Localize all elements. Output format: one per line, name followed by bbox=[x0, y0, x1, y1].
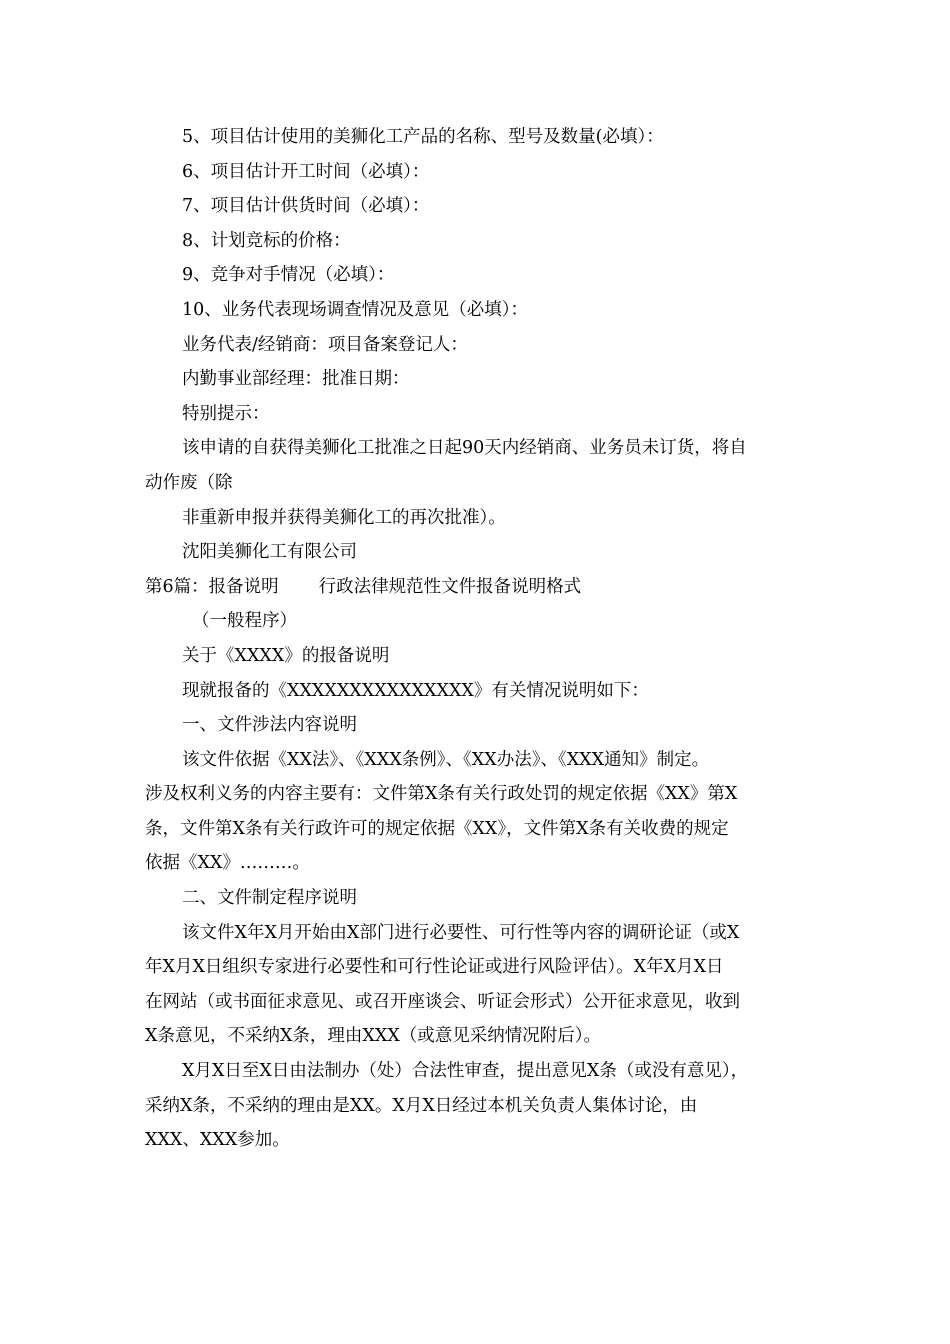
part-1-line-1: 该文件依据《XX法》、《XXX条例》、《XX办法》、《XXX通知》制定。 bbox=[182, 749, 710, 770]
part-2-line-5: X月X日至X日由法制办（处）合法性审查，提出意见X条（或没有意见）， bbox=[182, 1061, 749, 1082]
section-6-heading bbox=[145, 570, 815, 605]
part-2-line-2: 年X月X日组织专家进行必要性和可行性论证或进行风险评估）。X年X月X日 bbox=[145, 957, 724, 978]
part-2-line-4: X条意见，不采纳X条，理由XXX（或意见采纳情况附后）。 bbox=[145, 1026, 602, 1047]
part-2-title: 二、文件制定程序说明 bbox=[182, 888, 357, 909]
part-1-title: 一、文件涉法内容说明 bbox=[182, 715, 357, 736]
company-name: 沈阳美狮化工有限公司 bbox=[182, 542, 357, 563]
manager-line: 内勤事业部经理：批准日期： bbox=[182, 369, 410, 390]
report-title: 关于《XXXX》的报备说明 bbox=[182, 645, 390, 666]
notice-title: 特别提示： bbox=[182, 403, 270, 424]
part-1-line-4: 依据《XX》………。 bbox=[145, 853, 310, 874]
section-6-heading-b: 行政法律规范性文件报备说明格式 bbox=[318, 576, 582, 597]
part-2-line-1: 该文件X年X月开始由X部门进行必要性、可行性等内容的调研论证（或X bbox=[182, 922, 740, 943]
report-intro: 现就报备的《XXXXXXXXXXXXXXX》有关情况说明如下： bbox=[182, 680, 649, 701]
part-2-line-7: XXX、XXX参加。 bbox=[145, 1130, 290, 1151]
item-6: 6、项目估计开工时间（必填）： bbox=[182, 161, 430, 182]
part-2-line-6: 采纳X条，不采纳的理由是XX。X月X日经过本机关负责人集体讨论，由 bbox=[145, 1095, 698, 1116]
item-10: 10、业务代表现场调查情况及意见（必填）： bbox=[182, 299, 529, 320]
item-7: 7、项目估计供货时间（必填）： bbox=[182, 196, 430, 217]
item-9: 9、竞争对手情况（必填）： bbox=[182, 265, 395, 286]
document-body bbox=[145, 120, 815, 1158]
rep-line: 业务代表/经销商：项目备案登记人： bbox=[182, 334, 468, 355]
notice-line-3: 非重新申报并获得美狮化工的再次批准）。 bbox=[182, 507, 506, 528]
item-5: 5、项目估计使用的美狮化工产品的名称、型号及数量(必填）： bbox=[182, 127, 664, 147]
part-1-line-3: 条，文件第X条有关行政许可的规定依据《XX》，文件第X条有关收费的规定 bbox=[145, 818, 729, 839]
part-2-line-3: 在网站（或书面征求意见、或召开座谈会、听证会形式）公开征求意见，收到 bbox=[145, 991, 740, 1012]
notice-line-1: 该申请的自获得美狮化工批准之日起90天内经销商、业务员未订货，将自 bbox=[182, 438, 747, 459]
part-1-line-2: 涉及权利义务的内容主要有：文件第X条有关行政处罚的规定依据《XX》第X bbox=[145, 784, 738, 805]
section-6-heading-a: 第6篇：报备说明 bbox=[145, 576, 279, 597]
item-8: 8、计划竞标的价格： bbox=[182, 230, 351, 251]
notice-line-2: 动作废（除 bbox=[145, 472, 233, 493]
section-6-subheading: （一般程序） bbox=[192, 611, 297, 632]
